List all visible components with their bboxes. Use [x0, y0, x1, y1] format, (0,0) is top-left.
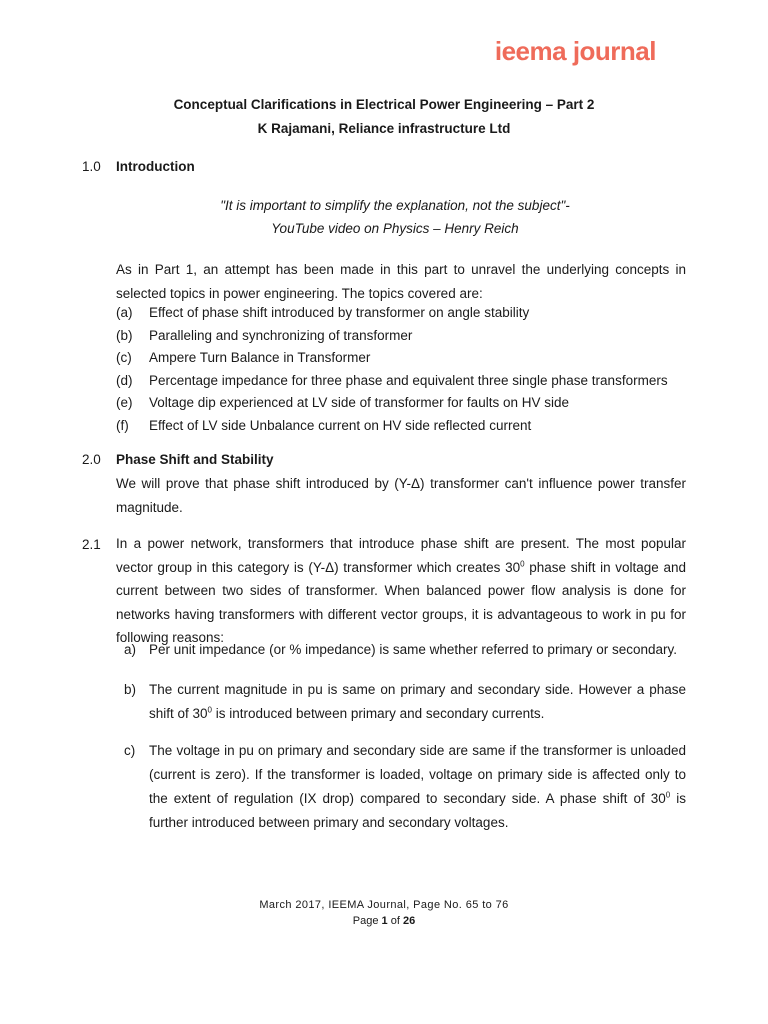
ieema-journal-logo: ieema journal [494, 36, 656, 66]
list-item-label: c) [124, 743, 136, 758]
section-2-1-paragraph [116, 532, 686, 650]
item-text: The voltage in pu on primary and secondary side are same if the transformer is unloaded (current is zero). If the transformer is loaded, voltage on primary side is affected only to the extent of regulation (IX drop) compared to secondary side. A phase shift of 30 [149, 743, 686, 806]
page-number [0, 915, 768, 927]
list-item [116, 305, 696, 328]
superscript: 0 [207, 705, 212, 715]
superscript: 0 [665, 790, 671, 800]
epigraph-quote: "It is important to simplify the explanation, not the subject"- [220, 198, 570, 213]
list-item-label: (e) [116, 395, 133, 410]
list-item-label: b) [124, 682, 137, 697]
superscript: 0 [520, 559, 525, 568]
epigraph-source: YouTube video on Physics – Henry Reich [271, 221, 519, 236]
list-item [116, 418, 696, 441]
item-text: is further introduced between primary and secondary voltages. [149, 791, 687, 830]
list-item-text: Ampere Turn Balance in Transformer [149, 350, 371, 365]
list-item-text: Effect of LV side Unbalance current on HV side reflected current [149, 417, 532, 433]
list-item-text [149, 638, 686, 662]
list-item-label: (d) [116, 372, 133, 388]
section-number-2-1: 2.1 [82, 537, 101, 552]
list-item-label: a) [124, 642, 137, 657]
list-item [116, 328, 696, 351]
paragraph-text: phase shift in voltage and current between two sides of transformer. When balanced power flow analysis is done for networks having transformers with different vector groups, it is advantageous to work in pu for following reasons: [116, 559, 687, 645]
section-number-intro: 1.0 [82, 159, 101, 174]
list-item-text: Effect of phase shift introduced by transformer on angle stability [149, 305, 530, 320]
list-item-label: (a) [116, 305, 133, 320]
list-item-label: (b) [116, 327, 133, 343]
list-item-text [149, 678, 686, 726]
topics-list [116, 305, 696, 440]
list-item [116, 350, 696, 373]
section-number-phase: 2.0 [82, 452, 101, 467]
page-total: 26 [402, 915, 416, 927]
page-current: 1 [381, 915, 388, 927]
page-word: Page [352, 915, 379, 927]
page-of: of [390, 915, 400, 927]
list-item-label: (f) [116, 417, 129, 433]
list-item-text [149, 739, 686, 835]
list-item [116, 373, 696, 396]
article-author: K Rajamani, Reliance infrastructure Ltd [257, 121, 511, 136]
list-item [116, 395, 696, 418]
list-item-text: Voltage dip experienced at LV side of transformer for faults on HV side [149, 395, 569, 410]
list-item-text: Percentage impedance for three phase and equivalent three single phase transformers [149, 372, 668, 388]
article-title: Conceptual Clarifications in Electrical Power Engineering – Part 2 [173, 97, 595, 112]
list-item-label: (c) [116, 350, 132, 365]
item-text: The current magnitude in pu is same on primary and secondary side. However a phase shift of 30 [149, 682, 686, 721]
phase-paragraph: We will prove that phase shift introduced by (Y-Δ) transformer can't influence power transfer magnitude. [116, 476, 686, 515]
list-item-text: Paralleling and synchronizing of transformer [149, 327, 413, 343]
item-text: is introduced between primary and secondary currents. [212, 706, 545, 721]
footer-citation: March 2017, IEEMA Journal, Page No. 65 to 76 [259, 899, 509, 911]
paragraph-text: In a power network, transformers that introduce phase shift are present. The most popular vector group in this category is (Y-Δ) transformer which creates 30 [116, 536, 686, 575]
item-text: Per unit impedance (or % impedance) is same whether referred to primary or secondary. [149, 642, 677, 657]
section-heading-intro: Introduction [116, 159, 195, 174]
intro-paragraph: As in Part 1, an attempt has been made in this part to unravel the underlying concepts in selected topics in power engineering. The topics covered are: [116, 262, 686, 301]
section-heading-phase: Phase Shift and Stability [116, 452, 274, 467]
